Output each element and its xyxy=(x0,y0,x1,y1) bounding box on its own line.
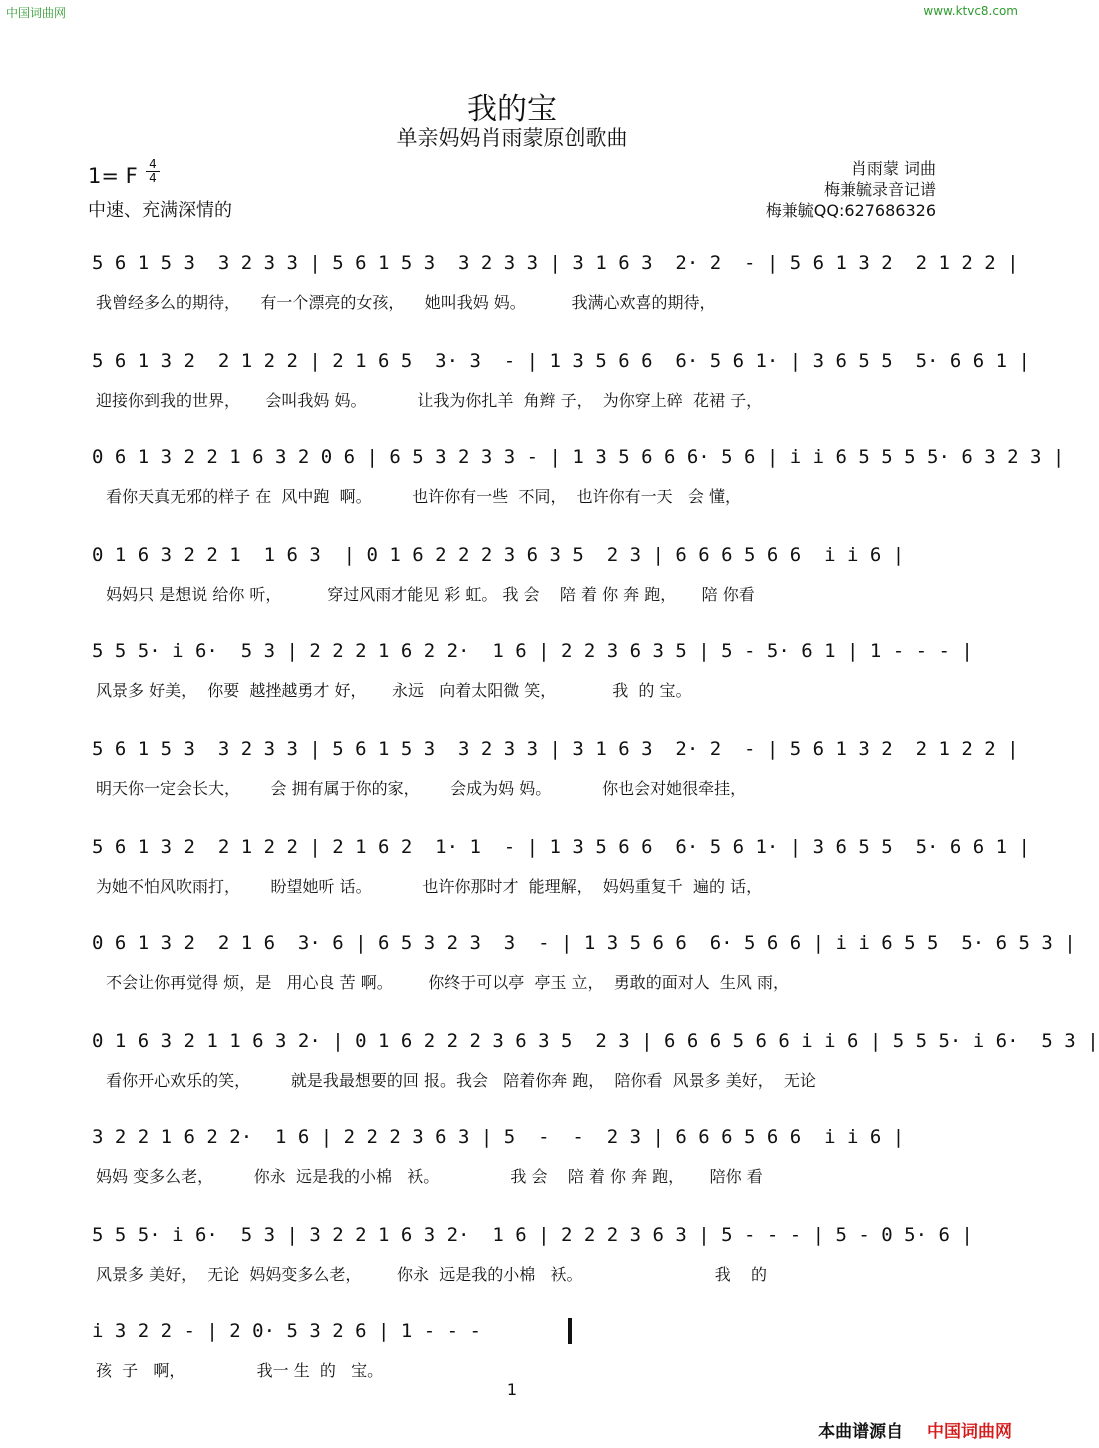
footer-brand[interactable]: 中国词曲网 xyxy=(927,1422,1012,1442)
lyrics-line: 不会让你再觉得 烦，是 用心良 苦 啊。 你终于可以亭 亭玉 立， 勇敢的面对人 生风 雨， xyxy=(96,973,789,992)
page-number: 1 xyxy=(506,1380,518,1399)
song-title: 我的宝 xyxy=(467,92,557,127)
notation-line: 5 6 1 5 3 3 2 3 3 | 5 6 1 5 3 3 2 3 3 | 3 1 6 3 2· 2 - | 5 6 1 3 2 2 1 2 2 | xyxy=(92,252,1019,274)
notation-line: 5 6 1 3 2 2 1 2 2 | 2 1 6 2 1· 1 - | 1 3 5 6 6 6· 5 6 1· | 3 6 5 5 5· 6 6 1 | xyxy=(92,836,1030,858)
meter-bottom: 4 xyxy=(149,171,157,185)
notation-line: 5 5 5· i 6· 5 3 | 2 2 2 1 6 2 2· 1 6 | 2 2 3 6 3 5 | 5 - 5· 6 1 | 1 - - - | xyxy=(92,640,973,662)
credit-transcriber: 梅兼毓录音记谱 xyxy=(823,180,936,199)
notation-line: 5 6 1 5 3 3 2 3 3 | 5 6 1 5 3 3 2 3 3 | 3 1 6 3 2· 2 - | 5 6 1 3 2 2 1 2 2 | xyxy=(92,738,1019,760)
lyrics-line: 迎接你到我的世界， 会叫我妈 妈。 让我为你扎羊 角辫 子， 为你穿上碎 花裙 子， xyxy=(96,391,763,410)
footer-source-label: 本曲谱源自 xyxy=(818,1422,904,1442)
lyrics-line: 看你开心欢乐的笑， 就是我最想要的回 报。我会 陪着你奔 跑， 陪你看 风景多 美好， 无论 xyxy=(96,1071,816,1090)
final-barline xyxy=(568,1318,572,1344)
lyrics-line: 孩 子 啊， 我一 生 的 宝。 xyxy=(96,1361,384,1380)
song-subtitle: 单亲妈妈肖雨蒙原创歌曲 xyxy=(396,126,628,150)
lyrics-line: 为她不怕风吹雨打， 盼望她听 话。 也许你那时才 能理解， 妈妈重复千 遍的 话， xyxy=(96,877,763,896)
notation-line: 0 6 1 3 2 2 1 6 3· 6 | 6 5 3 2 3 3 - | 1 3 5 6 6 6· 5 6 6 | i i 6 5 5 5· 6 5 3 | xyxy=(92,932,1076,954)
footer-source xyxy=(818,1417,1012,1442)
notation-line: 0 6 1 3 2 2 1 6 3 2 0 6 | 6 5 3 2 3 3 - | 1 3 5 6 6 6· 5 6 | i i 6 5 5 5 5· 6 3 2 3 | xyxy=(92,446,1065,468)
credit-contact: 梅兼毓QQ:627686326 xyxy=(765,201,936,220)
lyrics-line: 妈妈 变多么老， 你永 远是我的小棉 袄。 我 会 陪 着 你 奔 跑， 陪你 看 xyxy=(96,1167,763,1186)
notation-line: 0 1 6 3 2 2 1 1 6 3 | 0 1 6 2 2 2 3 6 3 5 2 3 | 6 6 6 5 6 6 i i 6 | xyxy=(92,544,905,566)
notation-line: 5 5 5· i 6· 5 3 | 3 2 2 1 6 3 2· 1 6 | 2 2 2 3 6 3 | 5 - - - | 5 - 0 5· 6 | xyxy=(92,1224,973,1246)
site-watermark-right: www.ktvc8.com xyxy=(923,4,1018,18)
lyrics-line: 风景多 好美， 你要 越挫越勇才 好， 永远 向着太阳微 笑， 我 的 宝。 xyxy=(96,681,692,700)
lyrics-line: 看你天真无邪的样子 在 风中跑 啊。 也许你有一些 不同， 也许你有一天 会 懂， xyxy=(96,487,741,506)
notation-line: i 3 2 2 - | 2 0· 5 3 2 6 | 1 - - - xyxy=(92,1320,481,1342)
lyrics-line: 我曾经多么的期待， 有一个漂亮的女孩， 她叫我妈 妈。 我满心欢喜的期待， xyxy=(96,293,716,312)
credits xyxy=(766,158,936,221)
time-signature xyxy=(146,158,160,185)
tempo-marking: 中速、充满深情的 xyxy=(88,200,232,221)
site-watermark-left: 中国词曲网 xyxy=(6,6,67,20)
credit-composer: 肖雨蒙 词曲 xyxy=(850,159,936,178)
notation-line: 3 2 2 1 6 2 2· 1 6 | 2 2 2 3 6 3 | 5 - - 2 3 | 6 6 6 5 6 6 i i 6 | xyxy=(92,1126,905,1148)
notation-line: 0 1 6 3 2 1 1 6 3 2· | 0 1 6 2 2 2 3 6 3 5 2 3 | 6 6 6 5 6 6 i i 6 | 5 5 5· i 6· 5 3 | xyxy=(92,1030,1099,1052)
key-signature: 1= F xyxy=(88,164,138,188)
lyrics-line: 风景多 美好， 无论 妈妈变多么老， 你永 远是我的小棉 袄。 我 的 xyxy=(96,1265,768,1284)
meter-top: 4 xyxy=(149,157,157,171)
notation-line: 5 6 1 3 2 2 1 2 2 | 2 1 6 5 3· 3 - | 1 3 5 6 6 6· 5 6 1· | 3 6 5 5 5· 6 6 1 | xyxy=(92,350,1030,372)
lyrics-line: 妈妈只 是想说 给你 听， 穿过风雨才能见 彩 虹。 我 会 陪 着 你 奔 跑， 陪 你看 xyxy=(96,585,755,604)
lyrics-line: 明天你一定会长大， 会 拥有属于你的家， 会成为妈 妈。 你也会对她很牵挂， xyxy=(96,779,747,798)
